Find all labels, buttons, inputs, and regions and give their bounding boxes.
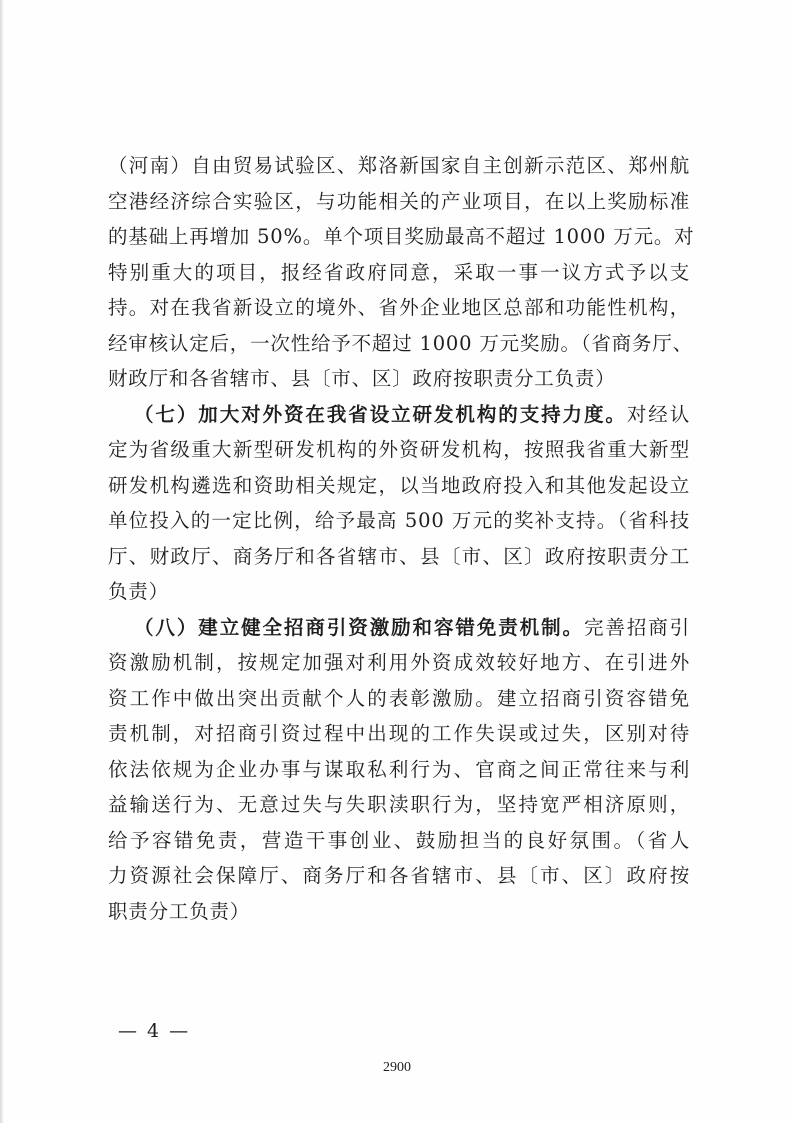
paragraph-7-text: 对经认	[626, 402, 690, 426]
text-line: （河南）自由贸易试验区、郑洛新国家自主创新示范区、郑州航	[108, 154, 690, 177]
text-line: 负责）	[108, 580, 169, 603]
text-line: 资工作中做出突出贡献个人的表彰激励。建立招商引资容错免	[108, 686, 690, 710]
text-line: 厅、财政厅、商务厅和各省辖市、县〔市、区〕政府按职责分工	[108, 544, 690, 568]
text-line: 的基础上再增加 50%。单个项目奖励最高不超过 1000 万元。对	[108, 225, 695, 248]
text-line: 财政厅和各省辖市、县〔市、区〕政府按职责分工负责）	[108, 367, 616, 390]
text-line: 责机制，对招商引资过程中出现的工作失误或过失，区别对待	[108, 722, 690, 745]
scan-edge-shadow	[0, 0, 4, 1123]
text-line: 给予容错免责，营造干事创业、鼓励担当的良好氛围。（省人	[108, 828, 690, 852]
paragraph-8-text: 完善招商引	[583, 615, 690, 639]
paragraph-7-heading: （七）加大对外资在我省设立研发机构的支持力度。	[134, 402, 627, 426]
paragraph-8-first-line	[108, 610, 690, 646]
text-line: 资激励机制，按规定加强对利用外资成效较好地方、在引进外	[108, 651, 690, 674]
footer-number: 2900	[383, 1060, 411, 1075]
document-body	[108, 148, 695, 929]
text-line: 定为省级重大新型研发机构的外资研发机构，按照我省重大新型	[108, 438, 690, 461]
text-line: 空港经济综合实验区，与功能相关的产业项目，在以上奖励标准	[108, 189, 690, 213]
text-line: 单位投入的一定比例，给予最高 500 万元的奖补支持。（省科技	[108, 509, 690, 532]
paragraph-8-heading: （八）建立健全招商引资激励和容错免责机制。	[134, 615, 584, 639]
text-line: 力资源社会保障厅、商务厅和各省辖市、县〔市、区〕政府按	[108, 864, 690, 887]
text-line: 研发机构遴选和资助相关规定，以当地政府投入和其他发起设立	[108, 473, 690, 497]
text-line: 特别重大的项目，报经省政府同意，采取一事一议方式予以支	[108, 260, 690, 284]
text-line: 经审核认定后，一次性给予不超过 1000 万元奖励。（省商务厅、	[108, 331, 693, 355]
text-line: 依法依规为企业办事与谋取私利行为、官商之间正常往来与利	[108, 757, 690, 781]
page-number: — 4 —	[118, 1020, 191, 1042]
text-line: 益输送行为、无意过失与失职渎职行为，坚持宽严相济原则，	[108, 793, 690, 816]
text-line: 持。对在我省新设立的境外、省外企业地区总部和功能性机构，	[108, 296, 690, 319]
text-line: 职责分工负责）	[108, 899, 251, 923]
paragraph-7-first-line	[108, 397, 690, 433]
